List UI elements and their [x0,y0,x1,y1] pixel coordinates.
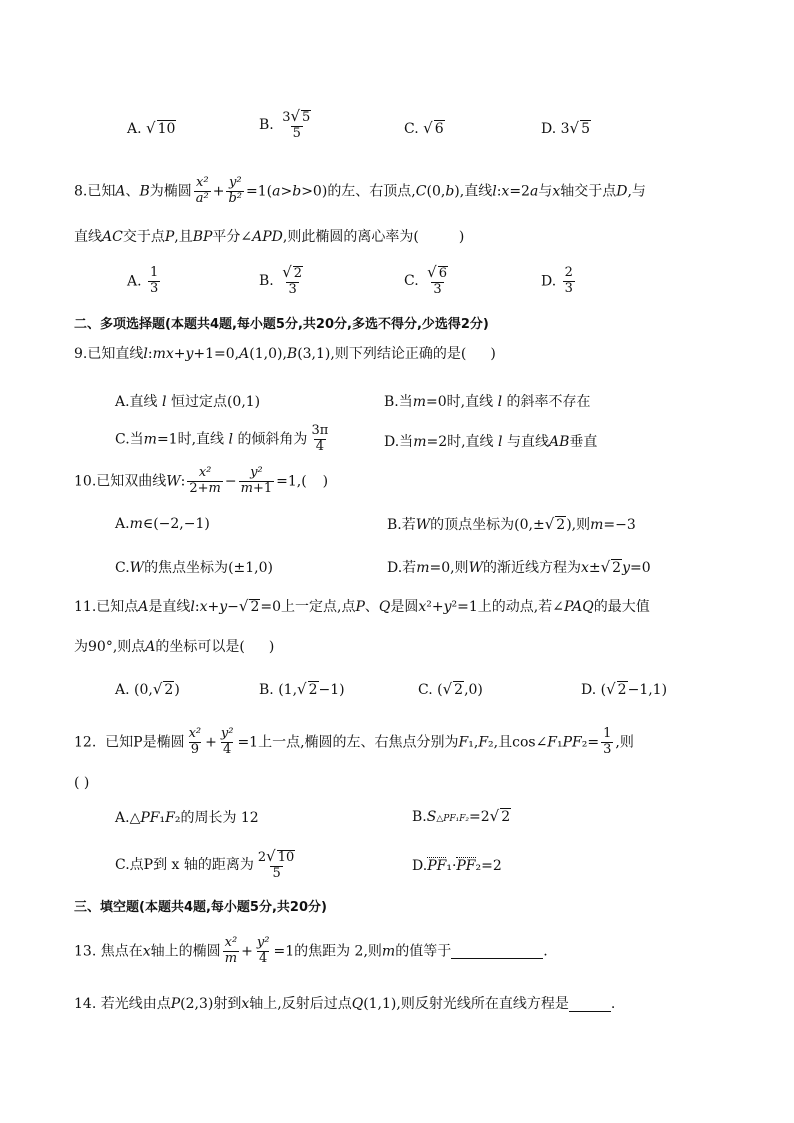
q11-number: 11. [74,599,97,615]
q9-number: 9. [74,346,88,362]
q8-option-d: D. $\frac{2}{3}$ [541,265,573,296]
q13-answer-blank[interactable] [451,944,543,959]
q13-text: 焦点在 [100,943,143,960]
q8-text: 交于点 [122,229,165,245]
q8-option-c: C. $\frac{√ 6}{3}$ [404,263,447,297]
q11-stem-line2: 为90°,则点A的坐标可以是( ) [74,639,275,655]
q10-number: 10. [74,473,97,490]
q13-number: 13. [74,943,97,960]
q14-text: . [610,996,616,1012]
q8-text: 的左、右顶点, [327,183,416,200]
section-3-heading: 三、填空题(本题共4题,每小题5分,共20分) [74,900,327,915]
q10-option-b-text: B.若 [387,517,416,533]
q13-text: . [543,943,548,960]
q10-option-d: D.若m=0,则W的渐近线方程为x±√ 2y=0 [387,558,651,576]
q9-option-b-text: 时,直线 [446,394,494,410]
q8-option-c-label: C. [404,272,419,289]
q14-stem: 14. 若光线由点P(2,3)射到x轴上,反射后过点Q(1,1),则反射光线所在直线方程是 . [74,996,616,1012]
q9-option-b-text: B.当 [384,394,413,410]
q9-option-c-text: 时,直线 [177,431,225,448]
q8-option-d-label: D. [541,273,557,290]
q9-option-b-text: 的斜率不存在 [506,394,591,410]
q11-option-b: B. (1,√ 2−1) [259,680,345,698]
q10-option-b-text: 的顶点坐标为 [430,517,515,533]
q9-text: ,则下列结论正确的是( [330,346,467,362]
q10-option-c: C.W的焦点坐标为(±1,0) [115,560,273,576]
q11-option-c: C. (√ 2,0) [418,680,483,698]
q11-text: 、 [364,599,379,615]
q8-text: ,直线 [459,183,493,200]
q9-text: ) [490,346,496,362]
q12-option-a-text: A. [115,810,130,826]
q9-option-d-text: 与直线 [506,434,549,450]
q10-text: 已知双曲线 [96,473,167,490]
q9-option-b: B.当m=0时,直线 l 的斜率不存在 [384,394,591,410]
section-2-heading: 二、多项选择题(本题共4题,每小题5分,共20分,多选不得分,少选得2分) [74,317,489,332]
q8-text: ,与 [627,183,646,200]
q11-text: ,则点 [112,639,146,655]
q7-option-c-label: C. [404,121,419,137]
q8-text: ,则此椭圆的离心率为( [282,229,419,245]
q7-option-b-label: B. [259,116,274,133]
q8-text: 轴交于点 [560,183,617,200]
q10-option-b: B.若W的顶点坐标为(0,±√ 2),则m=−3 [387,515,636,533]
q11-option-b-label: B. [259,682,274,698]
q9-option-c-text: C.当 [115,431,144,448]
q12-text: ,且 [493,734,513,751]
q12-option-d-text: D. [412,858,428,874]
q10-option-c-text: C. [115,560,130,576]
q11-stem-line1: 11.已知点A是直线l:x+y−√ 2=0上一定点,点P、Q是圆x²+y²=1上的动点,若∠PAQ的最大值 [74,597,650,615]
q7-option-b [259,108,315,142]
q14-text: 若光线由点 [100,996,171,1012]
q11-text: 是圆 [390,599,419,615]
q11-text: 的最大值 [593,599,650,615]
q13-text: 的值等于 [395,943,452,960]
q7-option-a: A. √ 10 [127,119,176,137]
q11-text: 是直线 [148,599,191,615]
q9-option-d: D.当m=2时,直线 l 与直线AB垂直 [384,434,598,450]
q7-option-d: D. 3√ 5 [541,119,591,137]
q8-text: 为椭圆 [149,183,192,200]
q13-text: 轴上的椭圆 [150,943,221,960]
q12-option-a: A.△PF₁F₂的周长为 12 [115,810,259,826]
q8-option-b: B. $\frac{√ 2}{3}$ [259,263,303,297]
q10-option-a-text: A. [115,516,130,532]
q9-option-a-text: A.直线 [115,394,158,410]
q9-text: 已知直线 [87,346,144,362]
q11-text: 的坐标可以是( [155,639,245,655]
q8-text: ,且 [174,229,193,245]
q12-option-b: B.S△PF₁F₂=2√ 2 [412,807,511,825]
q9-option-d-text: 垂直 [569,434,598,450]
q8-option-a: A. $\frac{1}{3}$ [127,265,159,296]
q8-option-b-label: B. [259,272,274,289]
q10-option-a: A.m∈(−2,−1) [115,516,210,532]
q8-option-a-label: A. [127,273,142,290]
q11-text: 上一定点,点 [281,599,356,615]
q9-stem: 9.已知直线l:mx+y+1=0,A(1,0),B(3,1),则下列结论正确的是( ) [74,346,496,362]
q9-option-c-text: 的倾斜角为 [237,431,308,448]
q8-stem-line2: 直线AC交于点P,且BP平分∠APD,则此椭圆的离心率为( ) [74,229,465,245]
q10-option-d-text: D.若 [387,560,417,576]
q11-text: 为 [74,639,88,655]
q14-answer-blank[interactable] [569,997,611,1012]
q8-stem-line1: 8.已知A、B为椭圆 $\frac{\text{x²}}{\text{a²}}$ + $\frac{\text{y²}}{\text{b²}}$ =1(a>b>0)的左、右顶点,C(0,b),直线l:x=2a与x轴交于点D,与 [74,175,646,206]
q8-number: 8. [74,183,88,200]
q11-text: ) [268,639,275,655]
q13-stem: 13. 焦点在x轴上的椭圆 $\frac{\text{x²}}{m}$ + $\frac{\text{y²}}{4}$ =1的焦距为 2,则m的值等于 . [74,935,548,966]
q12-option-b-text: B. [412,809,427,825]
q12-option-c: C.点P到 x 轴的距离为 $\frac{2√ 10}{5}$ [115,847,295,881]
q7-option-c: C. √ 6 [404,119,444,137]
q12-stem-line2: ( ) [74,775,90,791]
q12-number: 12. [74,734,97,751]
q10-option-d-text: ,则 [450,560,469,576]
q9-option-d-text: 时,直线 [447,434,494,450]
q11-text: 已知点 [96,599,139,615]
q11-option-d-label: D. [581,682,597,698]
q7-option-d-label: D. [541,121,557,137]
q10-text: ) [322,473,329,490]
q8-text: ) [458,229,465,245]
q12-option-d: D.PF₁·PF₂=2 [412,858,502,874]
q11-option-a-label: A. [115,682,130,698]
q9-option-c: C.当m=1时,直线 l 的倾斜角为 $\frac{3\pi}{4}$ [115,423,329,454]
q12-text: 上一点,椭圆的左、右焦点分别为 [258,734,459,751]
q8-text: 与 [538,183,553,200]
q10-text: ,( [296,473,307,490]
q12-text: 已知P是椭圆 [105,734,185,751]
q9-option-a-text: 恒过定点 [170,394,227,410]
q10-option-b-text: ,则 [571,517,591,533]
q11-text: 上的动点,若 [477,599,553,615]
q11-option-c-label: C. [418,682,433,698]
q14-text: 轴上,反射后过点 [249,996,352,1012]
q9-option-a: A.直线 l 恒过定点(0,1) [115,394,261,410]
q14-number: 14. [74,996,97,1012]
q8-text: 直线 [74,229,102,245]
q7-option-b-fraction: $\frac{3√ 5}{5}$ [282,107,311,141]
q12-option-a-text: 的周长为 12 [180,810,259,826]
q8-text: 已知 [87,183,116,200]
q13-text: 的焦距为 2,则 [294,943,382,960]
q11-option-a: A. (0,√ 2) [115,680,180,698]
q14-text: 射到 [213,996,242,1012]
q10-option-d-text: 的渐近线方程为 [482,560,581,576]
q7-option-a-label: A. [127,121,142,137]
q10-stem: 10.已知双曲线W: $\frac{\text{x²}}{2+m}$ − $\frac{\text{y²}}{m+1}$ =1,( ) [74,465,329,496]
q12-stem-line1: 12. 已知P是椭圆 $\frac{\text{x²}}{9}$ + $\frac{\text{y²}}{4}$ =1上一点,椭圆的左、右焦点分别为F₁,F₂,且cos∠F₁PF₂= $\frac{1}{3}$ ,则 [74,726,634,757]
q9-option-d-text: D.当 [384,434,414,450]
q11-option-d: D. (√ 2−1,1) [581,680,668,698]
q10-option-c-text: 的焦点坐标为 [144,560,229,576]
q14-text: ,则反射光线所在直线方程是 [396,996,569,1012]
q12-text: ,则 [615,734,634,751]
q8-text: 平分 [212,229,241,245]
q12-option-c-text: C.点P到 x 轴的距离为 [115,856,254,873]
